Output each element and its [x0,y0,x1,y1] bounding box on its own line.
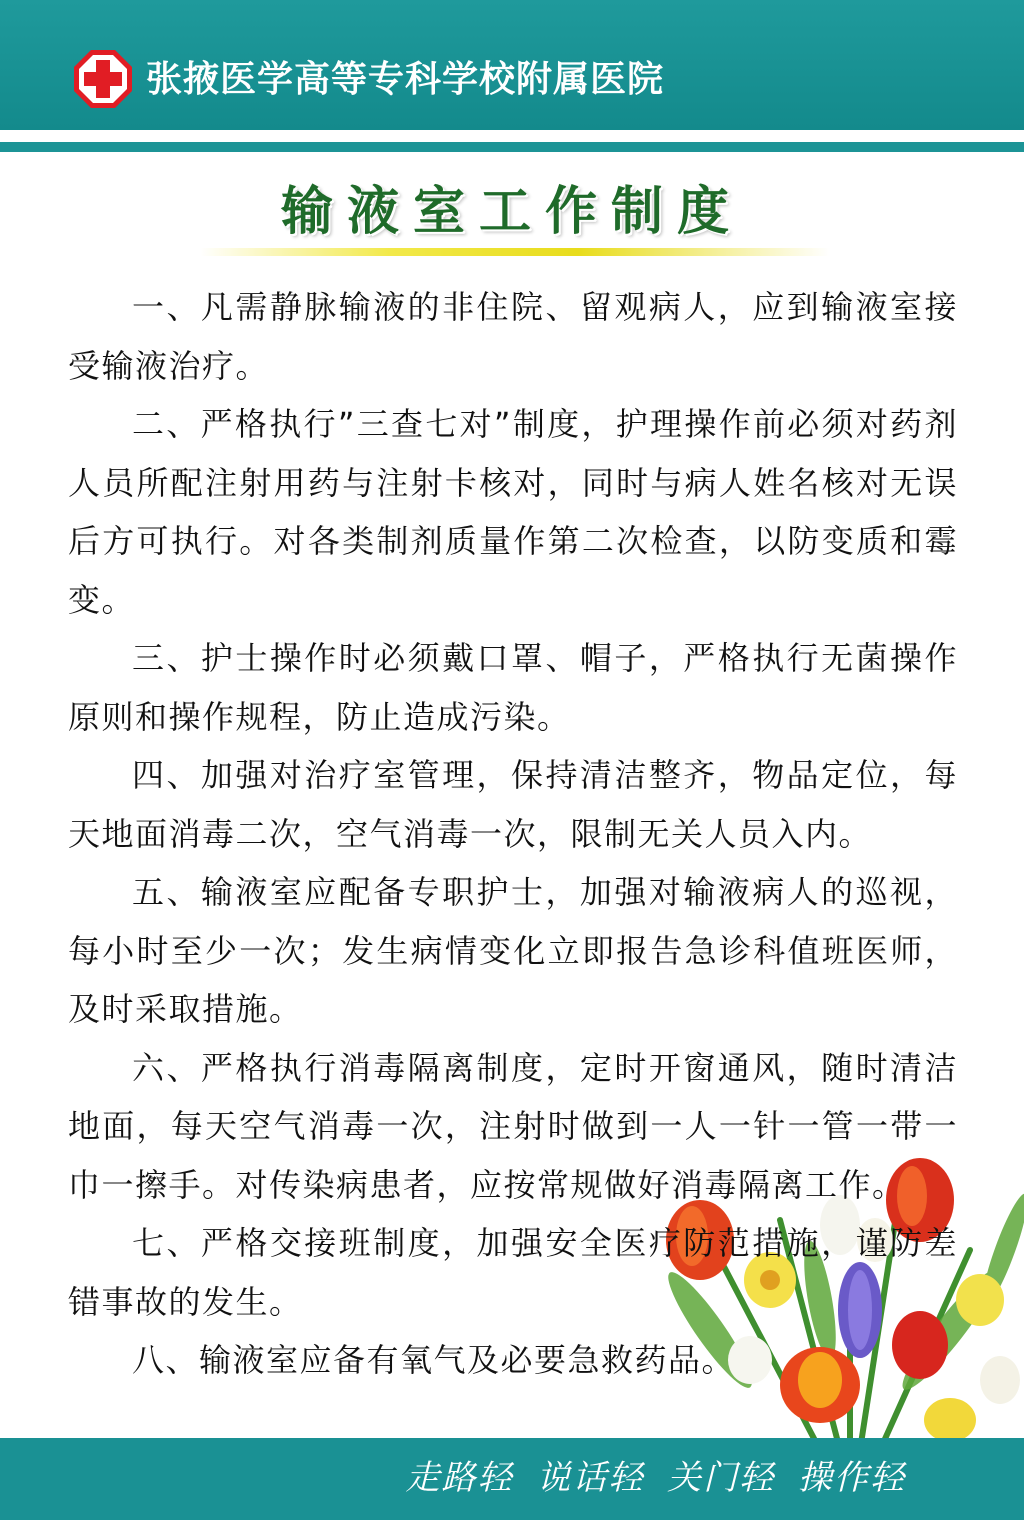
page-title: 输液室工作制度 [280,182,743,242]
title-underline [200,248,830,256]
rule-item: 五、输液室应配备专职护士，加强对输液病人的巡视，每小时至少一次；发生病情变化立即报告急诊科值班医师，及时采取措施。 [68,873,958,1028]
rule-item: 三、护士操作时必须戴口罩、帽子，严格执行无菌操作原则和操作规程，防止造成污染。 [68,639,958,736]
rule-item: 二、严格执行”三查七对”制度，护理操作前必须对药剂人员所配注射用药与注射卡核对，同时与病人姓名核对无误后方可执行。对各类制剂质量作第二次检查，以防变质和霉变。 [68,405,958,619]
hospital-name: 张掖医学高等专科学校附属医院 [146,59,665,100]
rule-item: 七、严格交接班制度，加强安全医疗防范措施，谨防差错事故的发生。 [68,1224,958,1321]
rules-list [68,278,958,1390]
rule-item: 八、输液室应备有氧气及必要急救药品。 [132,1341,736,1379]
red-cross-icon [72,48,134,110]
header-divider-white [0,130,1024,142]
rule-item: 四、加强对治疗室管理，保持清洁整齐，物品定位，每天地面消毒二次，空气消毒一次，限制无关人员入内。 [68,756,958,853]
rule-item: 六、严格执行消毒隔离制度，定时开窗通风，随时清洁地面，每天空气消毒一次，注射时做到一人一针一管一带一巾一擦手。对传染病患者，应按常规做好消毒隔离工作。 [68,1048,958,1204]
rule-item: 一、凡需静脉输液的非住院、留观病人，应到输液室接受输液治疗。 [68,288,958,385]
header-divider-teal [0,142,1024,152]
footer-slogan: 走路轻 说话轻 关门轻 操作轻 [405,1458,906,1498]
